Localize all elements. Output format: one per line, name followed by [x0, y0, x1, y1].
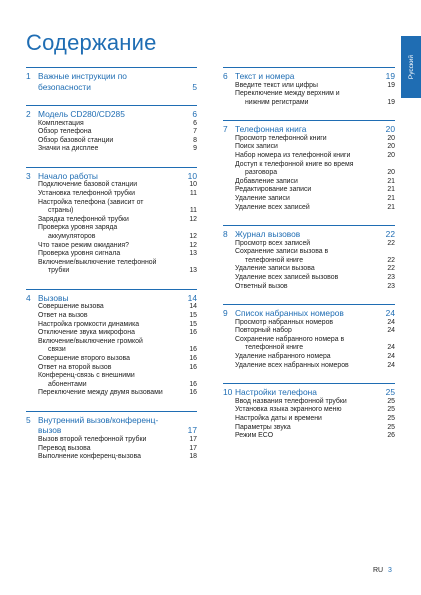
- toc-entry[interactable]: [223, 186, 395, 195]
- toc-entry[interactable]: [223, 178, 395, 187]
- entry-page: 22: [387, 265, 395, 273]
- line: Настройка громкости динамика: [38, 320, 140, 328]
- entry-page: 20: [387, 151, 395, 159]
- language-tab: [401, 36, 421, 98]
- line: страны): [48, 207, 74, 215]
- entry-title: [235, 415, 385, 424]
- entry-title: [235, 424, 385, 433]
- toc-left-column: [26, 67, 197, 475]
- section-number: 4: [26, 292, 31, 303]
- entry-title: [38, 329, 187, 338]
- toc-entry[interactable]: [26, 303, 197, 312]
- line: Сохранение набранного номера в: [235, 335, 345, 343]
- entry-page: 25: [387, 406, 395, 414]
- entry-title: [235, 398, 385, 407]
- line: Проверка уровня заряда: [38, 224, 118, 232]
- toc-entry[interactable]: [223, 248, 395, 265]
- entry-title: [235, 143, 385, 152]
- entry-page: 16: [189, 380, 197, 388]
- entry-page: 7: [193, 128, 197, 136]
- toc-section-8: [223, 225, 395, 291]
- entry-page: 6: [193, 119, 197, 127]
- toc-entry[interactable]: [26, 389, 197, 398]
- toc-entry[interactable]: [26, 453, 197, 462]
- entry-page: 24: [387, 344, 395, 352]
- section-number: 10: [223, 387, 233, 398]
- toc-entry[interactable]: [26, 364, 197, 373]
- section-number: 1: [26, 71, 31, 81]
- entry-title: [235, 432, 385, 441]
- entry-page: 12: [189, 241, 197, 249]
- line: Список набранных номеров: [235, 308, 344, 319]
- line: Удаление записи: [235, 194, 290, 202]
- toc-entry[interactable]: [223, 398, 395, 407]
- entry-title: [235, 274, 385, 283]
- entry-page: 8: [193, 136, 197, 144]
- entry-title: [38, 453, 187, 462]
- entry-page: 12: [189, 215, 197, 223]
- toc-entry[interactable]: [26, 224, 197, 241]
- line: Значки на дисплее: [38, 145, 99, 153]
- entry-title: [235, 353, 385, 362]
- entry-title: [38, 145, 187, 154]
- entry-title: [235, 240, 385, 249]
- entry-page: 21: [387, 177, 395, 185]
- entry-page: 21: [387, 203, 395, 211]
- entry-title: [235, 82, 385, 91]
- section-page: 20: [385, 124, 395, 135]
- section-number: 2: [26, 109, 31, 119]
- line: Начало работы: [38, 170, 98, 181]
- toc-entry[interactable]: [223, 195, 395, 204]
- toc-entry[interactable]: [223, 327, 395, 336]
- entry-title: [235, 135, 385, 144]
- toc-entry[interactable]: [26, 259, 197, 276]
- line: Ввод названия телефонной трубки: [235, 397, 347, 405]
- toc-entry[interactable]: [223, 274, 395, 283]
- toc-entry[interactable]: [223, 415, 395, 424]
- page-title: Содержание: [26, 30, 157, 55]
- toc-section-3: [26, 167, 197, 276]
- line: Вызовы: [38, 292, 69, 303]
- entry-page: 17: [189, 444, 197, 452]
- entry-title: [235, 161, 385, 178]
- line: Внутренний вызов/конференц-: [38, 414, 159, 425]
- entry-title: [235, 248, 385, 265]
- toc-entry[interactable]: [26, 120, 197, 129]
- entry-page: 16: [189, 389, 197, 397]
- line: Настройки телефона: [235, 387, 317, 398]
- section-title: [38, 109, 183, 120]
- entry-title: [38, 364, 187, 373]
- line: Параметры звука: [235, 423, 291, 431]
- toc-entry[interactable]: [26, 436, 197, 445]
- entry-title: [38, 190, 187, 199]
- toc-section-4: [26, 289, 197, 398]
- toc-entry[interactable]: [26, 329, 197, 338]
- entry-title: [38, 137, 187, 146]
- toc-section-heading[interactable]: [26, 71, 197, 92]
- section-title: [235, 229, 381, 240]
- line: Набор номера из телефонной книги: [235, 151, 351, 159]
- line: Редактирование записи: [235, 186, 312, 194]
- toc-entry[interactable]: [26, 250, 197, 259]
- line: Удаление всех набранных номеров: [235, 361, 349, 369]
- line: связи: [48, 346, 66, 354]
- entry-title: [235, 336, 385, 353]
- toc-entry[interactable]: [223, 161, 395, 178]
- toc-section-9: [223, 304, 395, 370]
- line: Сохранение записи вызова в: [235, 248, 329, 256]
- entry-page: 26: [387, 432, 395, 440]
- entry-title: [38, 242, 187, 251]
- section-page: 5: [192, 81, 197, 92]
- toc-section-5: [26, 411, 197, 462]
- entry-page: 22: [387, 256, 395, 264]
- entry-title: [38, 312, 187, 321]
- line: Что такое режим ожидания?: [38, 241, 129, 249]
- entry-title: [38, 321, 187, 330]
- section-page: 25: [385, 387, 395, 398]
- entry-page: 23: [387, 282, 395, 290]
- section-page: 10: [187, 170, 197, 181]
- line: Добавление записи: [235, 177, 298, 185]
- toc-section-heading[interactable]: [223, 124, 395, 135]
- line: Обзор телефона: [38, 128, 92, 136]
- toc-entry[interactable]: [26, 216, 197, 225]
- toc-entry[interactable]: [223, 135, 395, 144]
- line: телефонной книге: [245, 256, 304, 264]
- line: вызов: [38, 425, 62, 436]
- line: Повторный набор: [235, 327, 292, 335]
- toc-section-heading[interactable]: [223, 229, 395, 240]
- section-number: 6: [223, 71, 228, 81]
- entry-title: [235, 195, 385, 204]
- entry-page: 25: [387, 414, 395, 422]
- entry-title: [38, 120, 187, 129]
- entry-title: [235, 319, 385, 328]
- line: Конференц-связь с внешними: [38, 372, 135, 380]
- footer-page-number: 3: [388, 567, 392, 574]
- entry-page: 18: [189, 453, 197, 461]
- entry-title: [38, 250, 187, 259]
- entry-title: [235, 406, 385, 415]
- toc-entry[interactable]: [26, 137, 197, 146]
- entry-page: 16: [189, 363, 197, 371]
- entry-page: 13: [189, 250, 197, 258]
- line: Отключение звука микрофона: [38, 329, 135, 337]
- language-tab-label: Русский: [407, 54, 415, 80]
- section-title: [38, 415, 183, 436]
- entry-page: 24: [387, 327, 395, 335]
- entry-page: 12: [189, 232, 197, 240]
- entry-page: 10: [189, 181, 197, 189]
- entry-page: 24: [387, 318, 395, 326]
- section-title: [38, 71, 183, 92]
- line: Включение/выключение телефонной: [38, 258, 157, 266]
- entry-title: [235, 90, 385, 107]
- toc-entry[interactable]: [26, 338, 197, 355]
- entry-page: 15: [189, 312, 197, 319]
- toc-right-column: [223, 67, 395, 454]
- entry-page: 14: [189, 303, 197, 311]
- toc-entry[interactable]: [223, 353, 395, 362]
- line: Доступ к телефонной книге во время: [235, 160, 354, 168]
- line: Важные инструкции по: [38, 71, 127, 81]
- section-number: 3: [26, 170, 31, 181]
- line: Вызов второй телефонной трубки: [38, 435, 147, 443]
- line: Просмотр телефонной книги: [235, 134, 327, 142]
- entry-page: 24: [387, 353, 395, 361]
- toc-entry[interactable]: [223, 143, 395, 152]
- section-page: 24: [385, 308, 395, 319]
- line: Переключение между верхним и: [235, 90, 340, 98]
- toc-entry[interactable]: [26, 199, 197, 216]
- entry-title: [235, 362, 385, 371]
- section-title: [38, 171, 183, 182]
- section-page: 17: [187, 425, 197, 436]
- entry-title: [38, 445, 187, 454]
- section-page: 22: [385, 229, 395, 240]
- toc-entry[interactable]: [223, 240, 395, 249]
- section-number: 5: [26, 414, 31, 425]
- toc-section-heading[interactable]: [223, 308, 395, 319]
- line: Подключение базовой станции: [38, 181, 138, 189]
- entry-title: [235, 186, 385, 195]
- line: абонентами: [48, 380, 87, 388]
- entry-title: [235, 152, 385, 161]
- toc-entry[interactable]: [223, 319, 395, 328]
- entry-title: [38, 224, 187, 241]
- toc-entry[interactable]: [223, 336, 395, 353]
- line: нижним регистрами: [245, 98, 309, 106]
- line: Проверка уровня сигнала: [38, 250, 121, 258]
- line: Просмотр всех записей: [235, 239, 311, 247]
- entry-title: [38, 355, 187, 364]
- entry-page: 20: [387, 134, 395, 142]
- toc-entry[interactable]: [223, 362, 395, 371]
- entry-title: [235, 178, 385, 187]
- entry-page: 16: [189, 354, 197, 362]
- line: Телефонная книга: [235, 124, 307, 135]
- entry-title: [38, 389, 187, 398]
- line: Комплектация: [38, 119, 84, 127]
- section-number: 9: [223, 308, 228, 319]
- line: Включение/выключение громкой: [38, 337, 143, 345]
- entry-page: 19: [387, 98, 395, 106]
- line: Перевод вызова: [38, 444, 91, 452]
- entry-page: 21: [387, 186, 395, 194]
- toc-entry[interactable]: [26, 128, 197, 137]
- entry-page: 24: [387, 361, 395, 369]
- entry-title: [38, 199, 187, 216]
- line: Ответный вызов: [235, 282, 288, 290]
- line: Введите текст или цифры: [235, 81, 318, 89]
- line: Удаление всех записей: [235, 203, 310, 211]
- line: Зарядка телефонной трубки: [38, 215, 129, 223]
- section-title: [235, 124, 381, 135]
- line: Настройка даты и времени: [235, 414, 322, 422]
- toc-entry[interactable]: [26, 181, 197, 190]
- toc-entry[interactable]: [223, 424, 395, 433]
- line: Ответ на второй вызов: [38, 363, 112, 371]
- toc-section-heading[interactable]: [223, 387, 395, 398]
- toc-section-2: [26, 105, 197, 154]
- section-title: [235, 71, 381, 82]
- line: аккумуляторов: [48, 232, 96, 240]
- toc-section-10: [223, 383, 395, 440]
- line: Текст и номера: [235, 71, 295, 81]
- entry-page: 11: [189, 207, 197, 215]
- toc-entry[interactable]: [223, 432, 395, 441]
- section-page: 19: [385, 71, 395, 81]
- entry-title: [235, 204, 385, 213]
- toc-entry[interactable]: [26, 321, 197, 330]
- toc-entry[interactable]: [223, 204, 395, 213]
- toc-entry[interactable]: [223, 406, 395, 415]
- entry-title: [38, 259, 187, 276]
- section-number: 7: [223, 124, 228, 135]
- line: Настройка телефона (зависит от: [38, 198, 144, 206]
- line: Модель CD280/CD285: [38, 109, 125, 119]
- toc-entry[interactable]: [223, 283, 395, 292]
- line: Поиск записи: [235, 143, 278, 151]
- toc-entry[interactable]: [223, 82, 395, 91]
- entry-page: 15: [189, 320, 197, 328]
- entry-title: [38, 303, 187, 312]
- line: Просмотр набранных номеров: [235, 318, 334, 326]
- toc-section-6: [223, 67, 395, 107]
- toc-entry[interactable]: [223, 152, 395, 161]
- line: Ответ на вызов: [38, 312, 88, 319]
- toc-section-7: [223, 120, 395, 212]
- entry-page: 13: [189, 267, 197, 275]
- toc-section-heading[interactable]: [26, 415, 197, 436]
- entry-page: 16: [189, 329, 197, 337]
- toc-entry[interactable]: [26, 372, 197, 389]
- section-page: 14: [187, 292, 197, 303]
- section-title: [235, 387, 381, 398]
- section-number: 8: [223, 229, 228, 240]
- line: Режим ECO: [235, 432, 274, 440]
- line: Установка языка экранного меню: [235, 406, 342, 414]
- entry-title: [38, 338, 187, 355]
- line: телефонной книге: [245, 344, 304, 352]
- toc-section-1: [26, 67, 197, 92]
- line: безопасности: [38, 81, 91, 92]
- line: Удаление записи вызова: [235, 265, 315, 273]
- line: Совершение вызова: [38, 303, 104, 311]
- line: Установка телефонной трубки: [38, 189, 135, 197]
- entry-page: 25: [387, 423, 395, 431]
- line: Обзор базовой станции: [38, 136, 114, 144]
- entry-page: 11: [189, 189, 197, 197]
- toc-section-heading[interactable]: [26, 293, 197, 304]
- entry-title: [38, 372, 187, 389]
- entry-title: [38, 128, 187, 137]
- toc-section-heading[interactable]: [223, 71, 395, 82]
- toc-entry[interactable]: [26, 242, 197, 251]
- footer-language-code: RU: [373, 567, 384, 574]
- entry-page: 22: [387, 239, 395, 247]
- line: разговора: [245, 169, 278, 177]
- entry-title: [235, 283, 385, 292]
- line: Удаление набранного номера: [235, 353, 331, 361]
- line: трубки: [48, 267, 70, 275]
- entry-title: [38, 181, 187, 190]
- toc-entry[interactable]: [26, 312, 197, 321]
- toc-entry[interactable]: [223, 265, 395, 274]
- section-page: 6: [192, 109, 197, 119]
- entry-title: [38, 216, 187, 225]
- entry-page: 19: [387, 81, 395, 89]
- toc-section-heading[interactable]: [26, 171, 197, 182]
- line: Совершение второго вызова: [38, 354, 130, 362]
- toc-entry[interactable]: [26, 445, 197, 454]
- toc-entry[interactable]: [26, 145, 197, 154]
- section-title: [38, 293, 183, 304]
- toc-entry[interactable]: [26, 355, 197, 364]
- toc-section-heading[interactable]: [26, 109, 197, 120]
- entry-page: 17: [189, 435, 197, 443]
- toc-entry[interactable]: [26, 190, 197, 199]
- entry-title: [235, 327, 385, 336]
- entry-page: 23: [387, 274, 395, 281]
- toc-entry[interactable]: [223, 90, 395, 107]
- line: Переключение между двумя вызовами: [38, 389, 163, 397]
- entry-page: 9: [193, 145, 197, 153]
- entry-title: [38, 436, 187, 445]
- entry-page: 21: [387, 194, 395, 202]
- entry-page: 16: [189, 346, 197, 354]
- line: Журнал вызовов: [235, 229, 301, 240]
- section-title: [235, 308, 381, 319]
- line: Выполнение конференц-вызова: [38, 453, 141, 461]
- entry-page: 20: [387, 169, 395, 177]
- entry-title: [235, 265, 385, 274]
- line: Удаление всех записей вызовов: [235, 274, 339, 281]
- entry-page: 20: [387, 143, 395, 151]
- entry-page: 25: [387, 397, 395, 405]
